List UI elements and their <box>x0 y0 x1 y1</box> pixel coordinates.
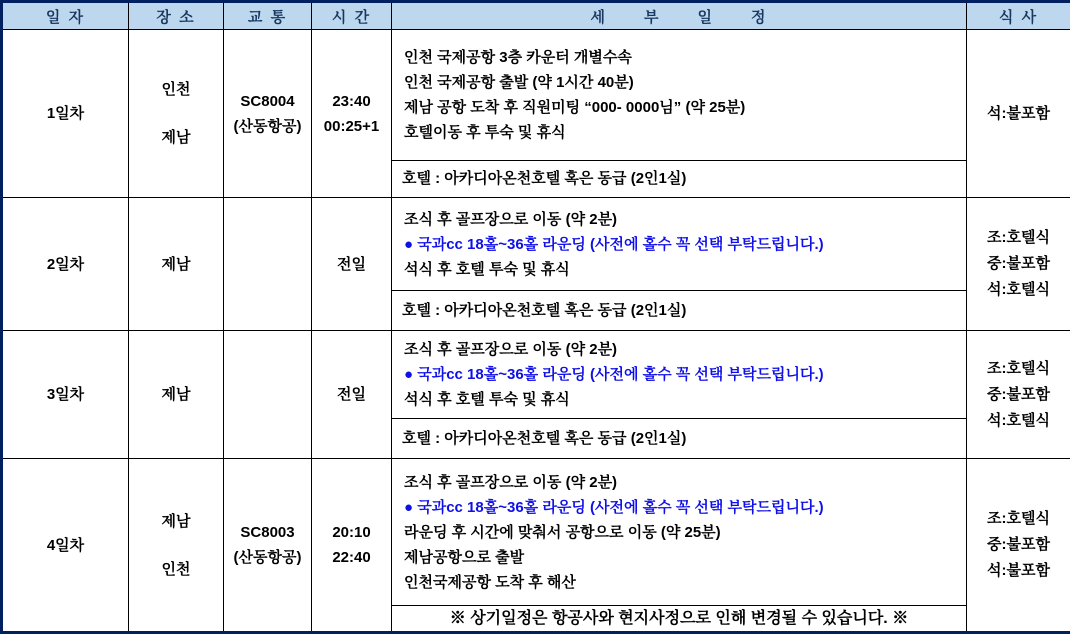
detail-line: 제남 공항 도착 후 직원미팅 “000- 0000님” (약 25분) <box>404 99 746 116</box>
airline-name: (산동항공) <box>233 549 302 566</box>
time-label: 20:10 <box>332 524 371 541</box>
meal-label: 조:호텔식 <box>987 510 1050 527</box>
table-row <box>2 30 1070 161</box>
detail-line: 석식 후 호텔 투숙 및 휴식 <box>404 260 570 278</box>
table-row <box>2 198 1070 291</box>
place-cell <box>129 459 224 633</box>
meal-cell <box>967 198 1070 331</box>
transport-cell <box>224 331 312 459</box>
notice-cell: ※ 상기일정은 항공사와 현지사정으로 인해 변경될 수 있습니다. ※ <box>392 606 967 633</box>
meal-label: 중:불포함 <box>987 255 1050 272</box>
place-label: 인천 <box>161 81 191 98</box>
details-cell <box>392 198 967 291</box>
time-cell <box>312 30 392 198</box>
detail-line: 조식 후 골프장으로 이동 (약 2분) <box>404 473 618 491</box>
meal-label: 조:호텔식 <box>987 359 1050 377</box>
col-header-schedule: 세 부 일 정 <box>392 2 967 30</box>
time-cell <box>312 459 392 633</box>
col-header-date: 일 자 <box>2 2 129 30</box>
detail-line: 조식 후 골프장으로 이동 (약 2분) <box>404 210 618 228</box>
place-cell <box>129 198 224 331</box>
time-label: 전일 <box>337 386 366 403</box>
day-cell: 1일차 <box>2 30 129 198</box>
flight-number: SC8003 <box>240 524 295 541</box>
meal-label: 조:호텔식 <box>987 229 1050 246</box>
detail-line: 조식 후 골프장으로 이동 (약 2분) <box>404 341 618 358</box>
meal-cell <box>967 331 1070 459</box>
meal-label: 석:불포함 <box>987 562 1050 579</box>
day-cell: 4일차 <box>2 459 129 633</box>
table-row <box>2 459 1070 606</box>
detail-line: 인천 국제공항 3층 카운터 개별수속 <box>404 49 632 66</box>
detail-line: 제남공항으로 출발 <box>404 548 525 566</box>
flight-number: SC8004 <box>240 92 295 110</box>
meal-cell <box>967 30 1070 198</box>
time-label: 00:25+1 <box>323 117 380 135</box>
detail-line-highlight: ● 국과cc 18홀~36홀 라운딩 (사전에 홀수 꼭 선택 부탁드립니다.) <box>404 498 824 516</box>
meal-cell <box>967 459 1070 633</box>
time-label: 23:40 <box>332 92 371 110</box>
transport-cell <box>224 459 312 633</box>
hotel-cell: 호텔 : 아카디아온천호텔 혹은 동급 (2인1실) <box>392 291 967 331</box>
col-header-time: 시 간 <box>312 2 392 30</box>
airline-name: (산동항공) <box>233 117 302 135</box>
detail-line-highlight: ● 국과cc 18홀~36홀 라운딩 (사전에 홀수 꼭 선택 부탁드립니다.) <box>404 235 824 253</box>
detail-line: 인천국제공항 도착 후 해산 <box>404 573 576 591</box>
detail-line: 석식 후 호텔 투숙 및 휴식 <box>404 391 570 408</box>
meal-label: 석:호텔식 <box>987 411 1050 429</box>
meal-label: 중:불포함 <box>987 536 1050 553</box>
time-cell <box>312 331 392 459</box>
table-row <box>2 331 1070 419</box>
place-cell <box>129 331 224 459</box>
place-label: 제남 <box>161 129 191 146</box>
place-label: 인천 <box>161 560 191 578</box>
details-cell <box>392 459 967 606</box>
hotel-cell: 호텔 : 아카디아온천호텔 혹은 동급 (2인1실) <box>392 161 967 198</box>
time-label: 22:40 <box>332 549 371 566</box>
meal-label: 석:호텔식 <box>987 281 1050 298</box>
transport-cell <box>224 30 312 198</box>
place-label: 제남 <box>161 386 191 403</box>
meal-label: 중:불포함 <box>987 385 1050 403</box>
place-cell <box>129 30 224 198</box>
meal-label: 석:불포함 <box>987 104 1050 122</box>
details-cell <box>392 30 967 161</box>
transport-cell <box>224 198 312 331</box>
place-label: 제남 <box>161 255 191 273</box>
col-header-meal: 식 사 <box>967 2 1070 30</box>
hotel-cell: 호텔 : 아카디아온천호텔 혹은 동급 (2인1실) <box>392 419 967 459</box>
day-cell: 2일차 <box>2 198 129 331</box>
col-header-place: 장 소 <box>129 2 224 30</box>
detail-line-highlight: ● 국과cc 18홀~36홀 라운딩 (사전에 홀수 꼭 선택 부탁드립니다.) <box>404 366 824 383</box>
detail-line: 호텔이동 후 투숙 및 휴식 <box>404 124 566 141</box>
details-cell <box>392 331 967 419</box>
col-header-transport: 교 통 <box>224 2 312 30</box>
detail-line: 인천 국제공항 출발 (약 1시간 40분) <box>404 74 634 91</box>
detail-line: 라운딩 후 시간에 맞춰서 공항으로 이동 (약 25분) <box>404 523 721 541</box>
time-cell <box>312 198 392 331</box>
place-label: 제남 <box>161 512 191 530</box>
time-label: 전일 <box>337 255 366 273</box>
header-row <box>2 2 1070 30</box>
day-cell: 3일차 <box>2 331 129 459</box>
